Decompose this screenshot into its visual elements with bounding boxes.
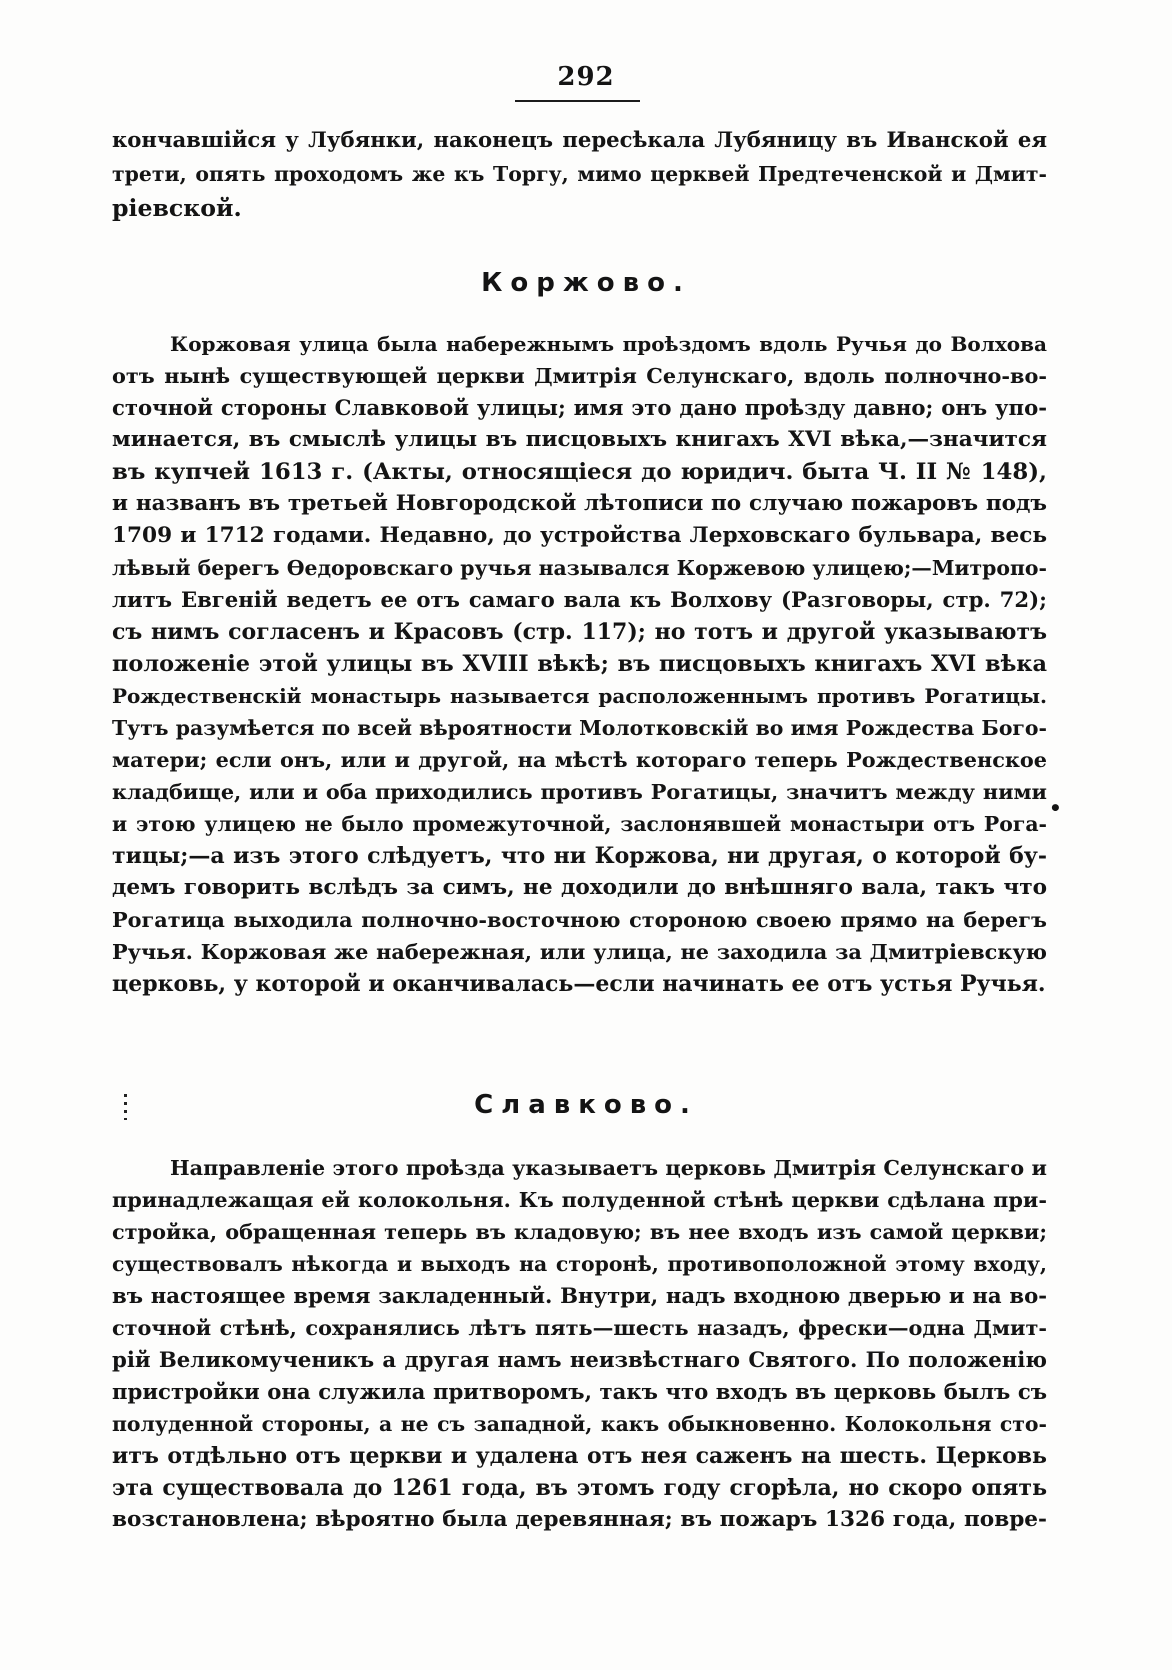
text-line: рій Великомученикъ а другая намъ неизвѣстнаго Святого. По положенію bbox=[112, 1347, 1047, 1372]
text-line: 1709 и 1712 годами. Недавно, до устройства Лерховскаго бульвара, весь bbox=[112, 523, 1047, 548]
text-line: кладбище, или и оба приходились противъ Рогатицы, значитъ между ними bbox=[112, 779, 1047, 804]
text-line: церковь, у которой и оканчивалась—если начинать ее отъ устья Ручья. bbox=[112, 971, 1046, 997]
text-line: трети, опять проходомъ же къ Торгу, мимо церквей Предтеченской и Дмит- bbox=[112, 162, 1047, 186]
text-line: положеніе этой улицы въ XVIII вѣкѣ; въ писцовыхъ книгахъ XVI вѣка bbox=[112, 651, 1047, 677]
text-line: ріевской. bbox=[112, 194, 242, 222]
text-line: демъ говорить вслѣдъ за симъ, не доходили до внѣшняго вала, такъ что bbox=[112, 875, 1047, 900]
text-line: въ купчей 1613 г. (Акты, относящіеся до юридич. быта Ч. II № 148), bbox=[112, 459, 1047, 485]
text-line: Рогатица выходила полночно-восточною стороною своею прямо на берегъ bbox=[112, 907, 1047, 932]
text-line: кончавшійся у Лубянки, наконецъ пересѣкала Лубяницу въ Иванской ея bbox=[112, 127, 1047, 152]
ink-mark: • bbox=[1049, 796, 1062, 820]
text-line: лѣвый берегъ Ѳедоровскаго ручья назывался Коржевою улицею;—Митропо- bbox=[112, 556, 1047, 580]
text-line: эта существовала до 1261 года, въ этомъ году сгорѣла, но скоро опять bbox=[112, 1475, 1047, 1501]
text-line: матери; если онъ, или и другой, на мѣстѣ котораго теперь Рождественское bbox=[112, 747, 1047, 772]
text-line: возстановлена; вѣроятно была деревянная; въ пожаръ 1326 года, повре- bbox=[112, 1507, 1047, 1532]
page-number-rule bbox=[515, 100, 640, 102]
section-heading-korzhovo: Коржово. bbox=[481, 268, 691, 298]
text-line: пристройки она служила притворомъ, такъ что входъ въ церковь былъ съ bbox=[112, 1379, 1047, 1404]
text-line: стройка, обращенная теперь въ кладовую; въ нее входъ изъ самой церкви; bbox=[112, 1219, 1047, 1244]
text-line: сточной стороны Славковой улицы; имя это дано проѣзду давно; онъ упо- bbox=[112, 395, 1047, 420]
text-line: итъ отдѣльно отъ церкви и удалена отъ нея саженъ на шесть. Церковь bbox=[112, 1443, 1047, 1469]
section-heading-slavkovo: Славково. bbox=[474, 1090, 698, 1120]
text-line: отъ нынѣ существующей церкви Дмитрія Селунскаго, вдоль полночно-во- bbox=[112, 363, 1047, 388]
text-line: въ настоящее время закладенный. Внутри, надъ входною дверью и на во- bbox=[112, 1283, 1047, 1308]
text-line: Направленіе этого проѣзда указываетъ церковь Дмитрія Селунскаго и bbox=[170, 1155, 1047, 1180]
text-line: полуденной стороны, а не съ западной, какъ обыкновенно. Колокольня сто- bbox=[112, 1412, 1047, 1436]
text-line: Коржовая улица была набережнымъ проѣздомъ вдоль Ручья до Волхова bbox=[170, 332, 1047, 356]
text-line: существовалъ нѣкогда и выходъ на сторонѣ, противоположной этому входу, bbox=[112, 1252, 1047, 1276]
page-number: 292 bbox=[557, 62, 615, 92]
text-line: литъ Евгеній ведетъ ее отъ самаго вала къ Волхову (Разговоры, стр. 72); bbox=[112, 587, 1047, 612]
text-line: съ нимъ согласенъ и Красовъ (стр. 117); но тотъ и другой указываютъ bbox=[112, 619, 1047, 645]
text-line: Ручья. Коржовая же набережная, или улица, не заходила за Дмитріевскую bbox=[112, 939, 1047, 964]
text-line: и названъ въ третьей Новгородской лѣтописи по случаю пожаровъ подъ bbox=[112, 491, 1047, 516]
text-line: принадлежащая ей колокольня. Къ полуденной стѣнѣ церкви сдѣлана при- bbox=[112, 1187, 1047, 1212]
text-line: Рождественскій монастырь называется расположеннымъ противъ Рогатицы. bbox=[112, 684, 1047, 708]
text-line: тицы;—а изъ этого слѣдуетъ, что ни Коржова, ни другая, о которой бу- bbox=[112, 843, 1047, 869]
text-line: Тутъ разумѣется по всей вѣроятности Молотковскій во имя Рождества Бого- bbox=[112, 716, 1047, 740]
text-line: минается, въ смыслѣ улицы въ писцовыхъ книгахъ XVI вѣка,—значится bbox=[112, 427, 1047, 452]
text-line: и этою улицею не было промежуточной, заслонявшей монастыри отъ Рога- bbox=[112, 812, 1047, 836]
text-line: сточной стѣнѣ, сохранялись лѣтъ пять—шесть назадъ, фрески—одна Дмит- bbox=[112, 1315, 1047, 1340]
